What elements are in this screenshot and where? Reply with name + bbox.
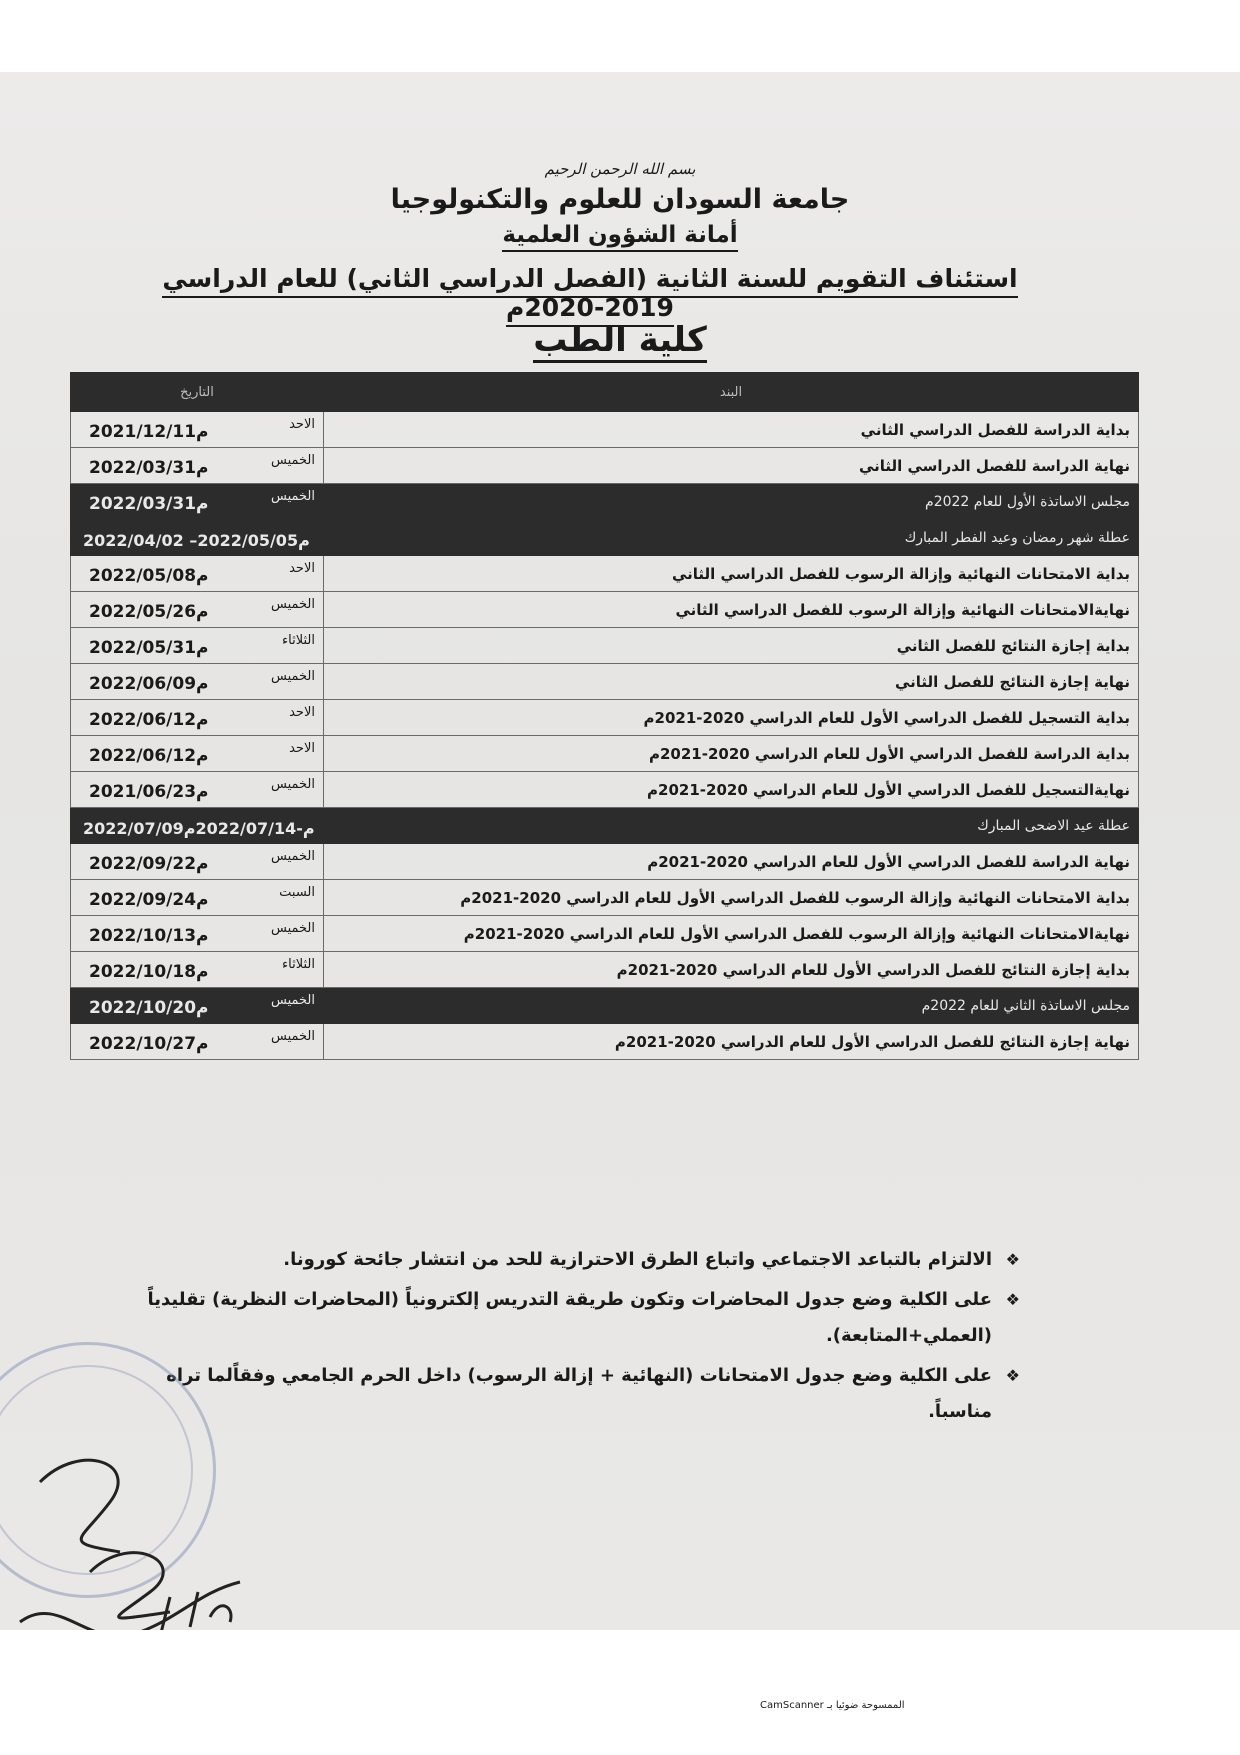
row-date: 2022/05/26م — [89, 602, 209, 622]
row-date-cell — [71, 628, 324, 664]
row-item: نهايةالامتحانات النهائية وإزالة الرسوب للفصل الدراسي الثاني — [324, 592, 1139, 628]
row-date: 2022/05/31م — [89, 638, 209, 658]
schedule-table — [70, 372, 1139, 1060]
row-date-cell — [71, 484, 324, 520]
row-item: نهاية الدراسة للفصل الدراسي الثاني — [324, 448, 1139, 484]
row-date-cell — [71, 988, 324, 1024]
table-row — [71, 880, 1139, 916]
row-item: نهاية الدراسة للفصل الدراسي الأول للعام الدراسي 2020-2021م — [324, 844, 1139, 880]
row-item: مجلس الاساتذة الأول للعام 2022م — [324, 484, 1139, 520]
table-row — [71, 556, 1139, 592]
table-row — [71, 412, 1139, 448]
note-item: ❖ الالتزام بالتباعد الاجتماعي واتباع الطرق الاحترازية للحد من انتشار جائحة كورونا. — [130, 1242, 1020, 1278]
row-day: الخميس — [271, 669, 315, 684]
row-day: الخميس — [271, 993, 315, 1008]
row-date: 2021/12/11م — [89, 422, 209, 442]
row-item: بداية إجازة النتائج للفصل الدراسي الأول للعام الدراسي 2020-2021م — [324, 952, 1139, 988]
row-day: الخميس — [271, 489, 315, 504]
row-day: الخميس — [271, 453, 315, 468]
row-date-cell — [71, 1024, 324, 1060]
note-item: ❖ على الكلية وضع جدول المحاضرات وتكون طريقة التدريس إلكترونياً (المحاضرات النظرية) تقليدياً (العملي+المتابعة). — [130, 1282, 1020, 1354]
scanned-photo — [0, 72, 1240, 1630]
row-item: عطلة شهر رمضان وعيد الفطر المبارك — [324, 520, 1139, 556]
row-item: نهاية إجازة النتائج للفصل الدراسي الأول للعام الدراسي 2020-2021م — [324, 1024, 1139, 1060]
table-row — [71, 844, 1139, 880]
row-date-cell — [71, 556, 324, 592]
faculty-name: كلية الطب — [0, 320, 1240, 360]
row-item: مجلس الاساتذة الثاني للعام 2022م — [324, 988, 1139, 1024]
row-date: 2021/06/23م — [89, 782, 209, 802]
table-header-row — [71, 373, 1139, 412]
row-item: بداية إجازة النتائج للفصل الثاني — [324, 628, 1139, 664]
table-row — [71, 736, 1139, 772]
row-date: 2022/03/31م — [89, 458, 209, 478]
row-date: 2022/10/18م — [89, 962, 209, 982]
diamond-bullet-icon: ❖ — [1005, 1366, 1020, 1385]
row-day: الثلاثاء — [282, 957, 315, 972]
table-row — [71, 592, 1139, 628]
column-header-item: البند — [324, 373, 1139, 412]
row-date: 2022/07/09م-2022/07/14م — [83, 819, 315, 838]
university-name: جامعة السودان للعلوم والتكنولوجيا — [390, 184, 850, 215]
row-date: 2022/05/08م — [89, 566, 209, 586]
row-item: بداية الدراسة للفصل الدراسي الثاني — [324, 412, 1139, 448]
table-row — [71, 808, 1139, 844]
row-item: بداية الدراسة للفصل الدراسي الأول للعام الدراسي 2020-2021م — [324, 736, 1139, 772]
row-date-cell — [71, 916, 324, 952]
diamond-bullet-icon: ❖ — [1005, 1250, 1020, 1269]
row-date: 2022/04/02 –2022/05/05م — [83, 531, 310, 550]
row-day: الاحد — [289, 741, 315, 756]
row-item: نهاية إجازة النتائج للفصل الثاني — [324, 664, 1139, 700]
row-date-cell — [71, 772, 324, 808]
table-row — [71, 448, 1139, 484]
row-day: السبت — [279, 885, 315, 900]
row-date-cell — [71, 448, 324, 484]
row-date-cell — [71, 592, 324, 628]
row-date: 2022/09/22م — [89, 854, 209, 874]
row-day: الخميس — [271, 921, 315, 936]
notes-list — [130, 1242, 1020, 1434]
row-date-cell — [71, 880, 324, 916]
table-row — [71, 484, 1139, 520]
row-item: بداية التسجيل للفصل الدراسي الأول للعام الدراسي 2020-2021م — [324, 700, 1139, 736]
basmala: بسم الله الرحمن الرحيم — [544, 160, 696, 178]
note-item: ❖ على الكلية وضع جدول الامتحانات (النهائية + إزالة الرسوب) داخل الحرم الجامعي وفقاًلما تراه مناسباً. — [130, 1358, 1020, 1430]
row-date: 2022/10/27م — [89, 1034, 209, 1054]
row-day: الثلاثاء — [282, 633, 315, 648]
row-date-cell — [71, 412, 324, 448]
row-day: الخميس — [271, 849, 315, 864]
row-item: نهايةالامتحانات النهائية وإزالة الرسوب للفصل الدراسي الأول للعام الدراسي 2020-2021م — [324, 916, 1139, 952]
row-day: الاحد — [289, 705, 315, 720]
row-date: 2022/03/31م — [89, 494, 209, 514]
handwritten-signature — [0, 1422, 300, 1630]
row-day: الاحد — [289, 417, 315, 432]
table-row — [71, 664, 1139, 700]
row-date: 2022/06/12م — [89, 746, 209, 766]
table-row — [71, 700, 1139, 736]
row-day: الخميس — [271, 777, 315, 792]
table-row — [71, 988, 1139, 1024]
row-item: نهايةالتسجيل للفصل الدراسي الأول للعام الدراسي 2020-2021م — [324, 772, 1139, 808]
row-item: بداية الامتحانات النهائية وإزالة الرسوب للفصل الدراسي الثاني — [324, 556, 1139, 592]
column-header-date: التاريخ — [71, 373, 324, 412]
row-item: عطلة عيد الاضحى المبارك — [324, 808, 1139, 844]
calendar-title: استئناف التقويم للسنة الثانية (الفصل الدراسي الثاني) للعام الدراسي 2019-2020م — [150, 264, 1030, 322]
table-row — [71, 772, 1139, 808]
row-date: 2022/09/24م — [89, 890, 209, 910]
table-row — [71, 520, 1139, 556]
row-date-cell — [71, 844, 324, 880]
row-date-cell — [71, 736, 324, 772]
row-day: الاحد — [289, 561, 315, 576]
row-date: 2022/10/20م — [89, 998, 209, 1018]
row-date: 2022/06/09م — [89, 674, 209, 694]
row-item: بداية الامتحانات النهائية وإزالة الرسوب للفصل الدراسي الأول للعام الدراسي 2020-2021م — [324, 880, 1139, 916]
row-date-cell — [71, 952, 324, 988]
row-date: 2022/06/12م — [89, 710, 209, 730]
table-row — [71, 952, 1139, 988]
table-row — [71, 628, 1139, 664]
row-date: 2022/10/13م — [89, 926, 209, 946]
table-row — [71, 1024, 1139, 1060]
row-day: الخميس — [271, 597, 315, 612]
row-date-cell — [71, 664, 324, 700]
row-day: الخميس — [271, 1029, 315, 1044]
department-name: أمانة الشؤون العلمية — [0, 222, 1240, 248]
row-date-cell — [71, 700, 324, 736]
diamond-bullet-icon: ❖ — [1005, 1290, 1020, 1309]
row-date-cell — [71, 520, 324, 556]
scanner-footer: الممسوحة ضوئيا بـ CamScanner — [760, 1700, 905, 1711]
row-date-cell — [71, 808, 324, 844]
table-row — [71, 916, 1139, 952]
